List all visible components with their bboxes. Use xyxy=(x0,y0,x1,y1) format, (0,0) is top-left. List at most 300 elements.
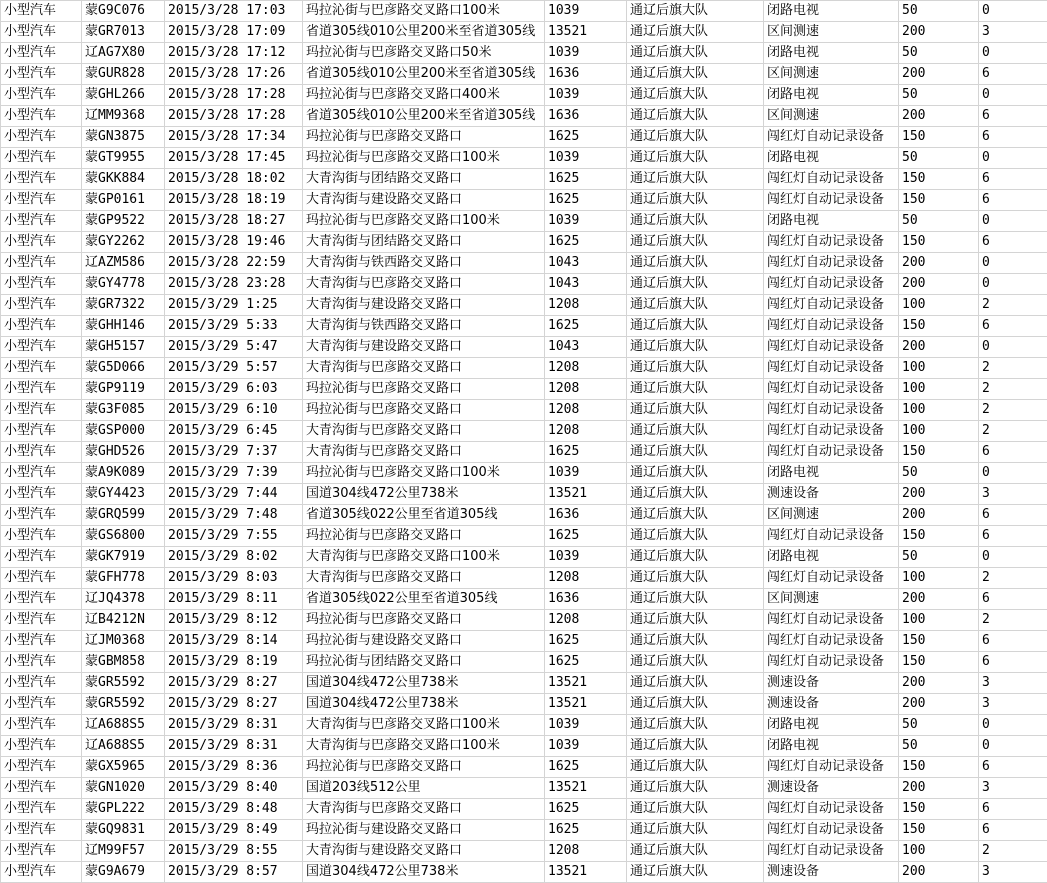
device-cell[interactable]: 闯红灯自动记录设备 xyxy=(764,379,899,400)
plate-cell[interactable]: 辽A688S5 xyxy=(82,736,165,757)
device-cell[interactable]: 闯红灯自动记录设备 xyxy=(764,190,899,211)
fine-cell[interactable]: 150 xyxy=(899,316,979,337)
points-cell[interactable]: 6 xyxy=(979,190,1047,211)
violation-code-cell[interactable]: 1636 xyxy=(545,589,627,610)
location-cell[interactable]: 国道304线472公里738米 xyxy=(303,673,545,694)
fine-cell[interactable]: 50 xyxy=(899,463,979,484)
device-cell[interactable]: 闯红灯自动记录设备 xyxy=(764,358,899,379)
plate-cell[interactable]: 蒙GHL266 xyxy=(82,85,165,106)
violation-code-cell[interactable]: 1636 xyxy=(545,505,627,526)
violation-code-cell[interactable]: 1043 xyxy=(545,253,627,274)
plate-cell[interactable]: 蒙G9C076 xyxy=(82,1,165,22)
team-cell[interactable]: 通辽后旗大队 xyxy=(627,694,764,715)
violation-code-cell[interactable]: 1039 xyxy=(545,463,627,484)
violation-code-cell[interactable]: 1625 xyxy=(545,526,627,547)
datetime-cell[interactable]: 2015/3/28 18:27 xyxy=(165,211,303,232)
team-cell[interactable]: 通辽后旗大队 xyxy=(627,316,764,337)
team-cell[interactable]: 通辽后旗大队 xyxy=(627,799,764,820)
fine-cell[interactable]: 150 xyxy=(899,442,979,463)
fine-cell[interactable]: 200 xyxy=(899,778,979,799)
fine-cell[interactable]: 100 xyxy=(899,841,979,862)
datetime-cell[interactable]: 2015/3/29 8:31 xyxy=(165,715,303,736)
location-cell[interactable]: 大青沟街与团结路交叉路口 xyxy=(303,169,545,190)
datetime-cell[interactable]: 2015/3/29 8:40 xyxy=(165,778,303,799)
device-cell[interactable]: 闯红灯自动记录设备 xyxy=(764,253,899,274)
points-cell[interactable]: 0 xyxy=(979,274,1047,295)
fine-cell[interactable]: 150 xyxy=(899,757,979,778)
location-cell[interactable]: 大青沟街与巴彦路交叉路口 xyxy=(303,442,545,463)
team-cell[interactable]: 通辽后旗大队 xyxy=(627,337,764,358)
team-cell[interactable]: 通辽后旗大队 xyxy=(627,22,764,43)
datetime-cell[interactable]: 2015/3/29 7:48 xyxy=(165,505,303,526)
plate-cell[interactable]: 蒙GY4778 xyxy=(82,274,165,295)
violation-code-cell[interactable]: 1208 xyxy=(545,610,627,631)
team-cell[interactable]: 通辽后旗大队 xyxy=(627,505,764,526)
location-cell[interactable]: 玛拉沁街与建设路交叉路口 xyxy=(303,820,545,841)
plate-cell[interactable]: 蒙G9A679 xyxy=(82,862,165,883)
datetime-cell[interactable]: 2015/3/29 7:55 xyxy=(165,526,303,547)
device-cell[interactable]: 闯红灯自动记录设备 xyxy=(764,337,899,358)
plate-cell[interactable]: 蒙GSP000 xyxy=(82,421,165,442)
location-cell[interactable]: 大青沟街与铁西路交叉路口 xyxy=(303,253,545,274)
device-cell[interactable]: 闯红灯自动记录设备 xyxy=(764,442,899,463)
plate-cell[interactable]: 蒙GR7322 xyxy=(82,295,165,316)
fine-cell[interactable]: 100 xyxy=(899,568,979,589)
datetime-cell[interactable]: 2015/3/29 6:45 xyxy=(165,421,303,442)
violation-code-cell[interactable]: 13521 xyxy=(545,862,627,883)
plate-cell[interactable]: 蒙GHD526 xyxy=(82,442,165,463)
location-cell[interactable]: 玛拉沁街与巴彦路交叉路口 xyxy=(303,400,545,421)
points-cell[interactable]: 6 xyxy=(979,505,1047,526)
team-cell[interactable]: 通辽后旗大队 xyxy=(627,232,764,253)
team-cell[interactable]: 通辽后旗大队 xyxy=(627,736,764,757)
vehicle-type-cell[interactable]: 小型汽车 xyxy=(1,127,82,148)
points-cell[interactable]: 6 xyxy=(979,589,1047,610)
location-cell[interactable]: 玛拉沁街与团结路交叉路口 xyxy=(303,652,545,673)
plate-cell[interactable]: 蒙GP9522 xyxy=(82,211,165,232)
vehicle-type-cell[interactable]: 小型汽车 xyxy=(1,631,82,652)
location-cell[interactable]: 国道304线472公里738米 xyxy=(303,694,545,715)
location-cell[interactable]: 玛拉沁街与巴彦路交叉路口400米 xyxy=(303,85,545,106)
device-cell[interactable]: 闭路电视 xyxy=(764,736,899,757)
location-cell[interactable]: 玛拉沁街与建设路交叉路口 xyxy=(303,631,545,652)
violation-code-cell[interactable]: 1039 xyxy=(545,85,627,106)
points-cell[interactable]: 6 xyxy=(979,106,1047,127)
datetime-cell[interactable]: 2015/3/28 23:28 xyxy=(165,274,303,295)
vehicle-type-cell[interactable]: 小型汽车 xyxy=(1,820,82,841)
location-cell[interactable]: 大青沟街与巴彦路交叉路口 xyxy=(303,799,545,820)
violation-code-cell[interactable]: 1039 xyxy=(545,148,627,169)
location-cell[interactable]: 省道305线010公里200米至省道305线 xyxy=(303,106,545,127)
vehicle-type-cell[interactable]: 小型汽车 xyxy=(1,463,82,484)
location-cell[interactable]: 大青沟街与建设路交叉路口 xyxy=(303,295,545,316)
points-cell[interactable]: 2 xyxy=(979,568,1047,589)
plate-cell[interactable]: 蒙GHH146 xyxy=(82,316,165,337)
plate-cell[interactable]: 蒙GR7013 xyxy=(82,22,165,43)
datetime-cell[interactable]: 2015/3/28 17:03 xyxy=(165,1,303,22)
location-cell[interactable]: 省道305线010公里200米至省道305线 xyxy=(303,64,545,85)
datetime-cell[interactable]: 2015/3/29 8:12 xyxy=(165,610,303,631)
device-cell[interactable]: 闯红灯自动记录设备 xyxy=(764,232,899,253)
vehicle-type-cell[interactable]: 小型汽车 xyxy=(1,673,82,694)
plate-cell[interactable]: 蒙GBM858 xyxy=(82,652,165,673)
vehicle-type-cell[interactable]: 小型汽车 xyxy=(1,736,82,757)
datetime-cell[interactable]: 2015/3/29 8:57 xyxy=(165,862,303,883)
team-cell[interactable]: 通辽后旗大队 xyxy=(627,253,764,274)
points-cell[interactable]: 0 xyxy=(979,337,1047,358)
device-cell[interactable]: 测速设备 xyxy=(764,778,899,799)
team-cell[interactable]: 通辽后旗大队 xyxy=(627,589,764,610)
fine-cell[interactable]: 200 xyxy=(899,862,979,883)
vehicle-type-cell[interactable]: 小型汽车 xyxy=(1,778,82,799)
team-cell[interactable]: 通辽后旗大队 xyxy=(627,85,764,106)
violation-code-cell[interactable]: 1636 xyxy=(545,64,627,85)
plate-cell[interactable]: 蒙GY2262 xyxy=(82,232,165,253)
points-cell[interactable]: 0 xyxy=(979,547,1047,568)
datetime-cell[interactable]: 2015/3/29 8:48 xyxy=(165,799,303,820)
datetime-cell[interactable]: 2015/3/29 8:11 xyxy=(165,589,303,610)
fine-cell[interactable]: 100 xyxy=(899,610,979,631)
team-cell[interactable]: 通辽后旗大队 xyxy=(627,421,764,442)
plate-cell[interactable]: 蒙GY4423 xyxy=(82,484,165,505)
vehicle-type-cell[interactable]: 小型汽车 xyxy=(1,526,82,547)
vehicle-type-cell[interactable]: 小型汽车 xyxy=(1,484,82,505)
vehicle-type-cell[interactable]: 小型汽车 xyxy=(1,316,82,337)
points-cell[interactable]: 6 xyxy=(979,64,1047,85)
points-cell[interactable]: 2 xyxy=(979,610,1047,631)
datetime-cell[interactable]: 2015/3/28 17:09 xyxy=(165,22,303,43)
violation-code-cell[interactable]: 1208 xyxy=(545,421,627,442)
fine-cell[interactable]: 200 xyxy=(899,337,979,358)
violation-code-cell[interactable]: 1039 xyxy=(545,736,627,757)
device-cell[interactable]: 闯红灯自动记录设备 xyxy=(764,568,899,589)
points-cell[interactable]: 6 xyxy=(979,526,1047,547)
vehicle-type-cell[interactable]: 小型汽车 xyxy=(1,715,82,736)
violation-code-cell[interactable]: 1625 xyxy=(545,190,627,211)
plate-cell[interactable]: 蒙G3F085 xyxy=(82,400,165,421)
violation-code-cell[interactable]: 1625 xyxy=(545,799,627,820)
plate-cell[interactable]: 辽JM0368 xyxy=(82,631,165,652)
points-cell[interactable]: 2 xyxy=(979,400,1047,421)
plate-cell[interactable]: 蒙GH5157 xyxy=(82,337,165,358)
vehicle-type-cell[interactable]: 小型汽车 xyxy=(1,190,82,211)
datetime-cell[interactable]: 2015/3/28 17:28 xyxy=(165,85,303,106)
vehicle-type-cell[interactable]: 小型汽车 xyxy=(1,568,82,589)
fine-cell[interactable]: 200 xyxy=(899,673,979,694)
team-cell[interactable]: 通辽后旗大队 xyxy=(627,778,764,799)
team-cell[interactable]: 通辽后旗大队 xyxy=(627,757,764,778)
plate-cell[interactable]: 蒙GPL222 xyxy=(82,799,165,820)
points-cell[interactable]: 6 xyxy=(979,757,1047,778)
location-cell[interactable]: 玛拉沁街与巴彦路交叉路口50米 xyxy=(303,43,545,64)
datetime-cell[interactable]: 2015/3/29 8:19 xyxy=(165,652,303,673)
vehicle-type-cell[interactable]: 小型汽车 xyxy=(1,358,82,379)
vehicle-type-cell[interactable]: 小型汽车 xyxy=(1,757,82,778)
plate-cell[interactable]: 蒙GKK884 xyxy=(82,169,165,190)
datetime-cell[interactable]: 2015/3/28 19:46 xyxy=(165,232,303,253)
fine-cell[interactable]: 50 xyxy=(899,43,979,64)
plate-cell[interactable]: 辽B4212N xyxy=(82,610,165,631)
location-cell[interactable]: 省道305线022公里至省道305线 xyxy=(303,589,545,610)
points-cell[interactable]: 6 xyxy=(979,820,1047,841)
plate-cell[interactable]: 蒙GR5592 xyxy=(82,673,165,694)
violation-code-cell[interactable]: 1625 xyxy=(545,757,627,778)
location-cell[interactable]: 大青沟街与巴彦路交叉路口 xyxy=(303,568,545,589)
device-cell[interactable]: 闯红灯自动记录设备 xyxy=(764,841,899,862)
violation-code-cell[interactable]: 1039 xyxy=(545,1,627,22)
violation-code-cell[interactable]: 1208 xyxy=(545,295,627,316)
device-cell[interactable]: 闯红灯自动记录设备 xyxy=(764,295,899,316)
fine-cell[interactable]: 200 xyxy=(899,589,979,610)
device-cell[interactable]: 区间测速 xyxy=(764,64,899,85)
datetime-cell[interactable]: 2015/3/29 5:47 xyxy=(165,337,303,358)
points-cell[interactable]: 6 xyxy=(979,169,1047,190)
violation-code-cell[interactable]: 1625 xyxy=(545,127,627,148)
plate-cell[interactable]: 蒙GR5592 xyxy=(82,694,165,715)
points-cell[interactable]: 6 xyxy=(979,652,1047,673)
fine-cell[interactable]: 150 xyxy=(899,169,979,190)
points-cell[interactable]: 6 xyxy=(979,631,1047,652)
plate-cell[interactable]: 辽M99F57 xyxy=(82,841,165,862)
plate-cell[interactable]: 蒙GT9955 xyxy=(82,148,165,169)
team-cell[interactable]: 通辽后旗大队 xyxy=(627,211,764,232)
fine-cell[interactable]: 150 xyxy=(899,652,979,673)
points-cell[interactable]: 3 xyxy=(979,484,1047,505)
device-cell[interactable]: 区间测速 xyxy=(764,106,899,127)
location-cell[interactable]: 大青沟街与巴彦路交叉路口100米 xyxy=(303,715,545,736)
plate-cell[interactable]: 辽JQ4378 xyxy=(82,589,165,610)
fine-cell[interactable]: 200 xyxy=(899,484,979,505)
device-cell[interactable]: 闭路电视 xyxy=(764,715,899,736)
plate-cell[interactable]: 辽A688S5 xyxy=(82,715,165,736)
vehicle-type-cell[interactable]: 小型汽车 xyxy=(1,22,82,43)
fine-cell[interactable]: 200 xyxy=(899,694,979,715)
datetime-cell[interactable]: 2015/3/28 17:12 xyxy=(165,43,303,64)
device-cell[interactable]: 闯红灯自动记录设备 xyxy=(764,631,899,652)
plate-cell[interactable]: 蒙GN1020 xyxy=(82,778,165,799)
vehicle-type-cell[interactable]: 小型汽车 xyxy=(1,442,82,463)
fine-cell[interactable]: 50 xyxy=(899,715,979,736)
vehicle-type-cell[interactable]: 小型汽车 xyxy=(1,232,82,253)
violation-code-cell[interactable]: 1625 xyxy=(545,820,627,841)
violation-code-cell[interactable]: 1208 xyxy=(545,400,627,421)
location-cell[interactable]: 国道304线472公里738米 xyxy=(303,484,545,505)
location-cell[interactable]: 玛拉沁街与巴彦路交叉路口 xyxy=(303,526,545,547)
vehicle-type-cell[interactable]: 小型汽车 xyxy=(1,253,82,274)
vehicle-type-cell[interactable]: 小型汽车 xyxy=(1,547,82,568)
device-cell[interactable]: 区间测速 xyxy=(764,22,899,43)
location-cell[interactable]: 大青沟街与团结路交叉路口 xyxy=(303,232,545,253)
violation-code-cell[interactable]: 1636 xyxy=(545,106,627,127)
vehicle-type-cell[interactable]: 小型汽车 xyxy=(1,589,82,610)
vehicle-type-cell[interactable]: 小型汽车 xyxy=(1,106,82,127)
points-cell[interactable]: 2 xyxy=(979,379,1047,400)
datetime-cell[interactable]: 2015/3/29 8:14 xyxy=(165,631,303,652)
points-cell[interactable]: 0 xyxy=(979,1,1047,22)
points-cell[interactable]: 0 xyxy=(979,253,1047,274)
datetime-cell[interactable]: 2015/3/29 7:44 xyxy=(165,484,303,505)
plate-cell[interactable]: 蒙A9K089 xyxy=(82,463,165,484)
device-cell[interactable]: 闯红灯自动记录设备 xyxy=(764,316,899,337)
vehicle-type-cell[interactable]: 小型汽车 xyxy=(1,610,82,631)
team-cell[interactable]: 通辽后旗大队 xyxy=(627,568,764,589)
vehicle-type-cell[interactable]: 小型汽车 xyxy=(1,43,82,64)
location-cell[interactable]: 大青沟街与建设路交叉路口 xyxy=(303,190,545,211)
location-cell[interactable]: 省道305线010公里200米至省道305线 xyxy=(303,22,545,43)
fine-cell[interactable]: 150 xyxy=(899,232,979,253)
vehicle-type-cell[interactable]: 小型汽车 xyxy=(1,169,82,190)
violation-code-cell[interactable]: 1039 xyxy=(545,43,627,64)
datetime-cell[interactable]: 2015/3/29 8:27 xyxy=(165,694,303,715)
points-cell[interactable]: 0 xyxy=(979,211,1047,232)
datetime-cell[interactable]: 2015/3/29 5:33 xyxy=(165,316,303,337)
team-cell[interactable]: 通辽后旗大队 xyxy=(627,127,764,148)
datetime-cell[interactable]: 2015/3/29 8:49 xyxy=(165,820,303,841)
fine-cell[interactable]: 50 xyxy=(899,148,979,169)
datetime-cell[interactable]: 2015/3/29 8:02 xyxy=(165,547,303,568)
vehicle-type-cell[interactable]: 小型汽车 xyxy=(1,295,82,316)
violation-code-cell[interactable]: 13521 xyxy=(545,673,627,694)
violation-code-cell[interactable]: 1043 xyxy=(545,337,627,358)
plate-cell[interactable]: 蒙GS6800 xyxy=(82,526,165,547)
plate-cell[interactable]: 辽AG7X80 xyxy=(82,43,165,64)
location-cell[interactable]: 玛拉沁街与巴彦路交叉路口 xyxy=(303,379,545,400)
team-cell[interactable]: 通辽后旗大队 xyxy=(627,484,764,505)
violation-code-cell[interactable]: 1625 xyxy=(545,169,627,190)
vehicle-type-cell[interactable]: 小型汽车 xyxy=(1,799,82,820)
vehicle-type-cell[interactable]: 小型汽车 xyxy=(1,652,82,673)
location-cell[interactable]: 大青沟街与巴彦路交叉路口 xyxy=(303,421,545,442)
violation-code-cell[interactable]: 1039 xyxy=(545,547,627,568)
location-cell[interactable]: 大青沟街与巴彦路交叉路口 xyxy=(303,358,545,379)
team-cell[interactable]: 通辽后旗大队 xyxy=(627,64,764,85)
device-cell[interactable]: 闯红灯自动记录设备 xyxy=(764,820,899,841)
datetime-cell[interactable]: 2015/3/29 8:27 xyxy=(165,673,303,694)
vehicle-type-cell[interactable]: 小型汽车 xyxy=(1,148,82,169)
location-cell[interactable]: 大青沟街与巴彦路交叉路口100米 xyxy=(303,736,545,757)
points-cell[interactable]: 3 xyxy=(979,862,1047,883)
team-cell[interactable]: 通辽后旗大队 xyxy=(627,442,764,463)
violation-code-cell[interactable]: 1208 xyxy=(545,379,627,400)
device-cell[interactable]: 闭路电视 xyxy=(764,211,899,232)
team-cell[interactable]: 通辽后旗大队 xyxy=(627,463,764,484)
points-cell[interactable]: 0 xyxy=(979,148,1047,169)
fine-cell[interactable]: 100 xyxy=(899,421,979,442)
vehicle-type-cell[interactable]: 小型汽车 xyxy=(1,379,82,400)
location-cell[interactable]: 国道203线512公里 xyxy=(303,778,545,799)
device-cell[interactable]: 闭路电视 xyxy=(764,148,899,169)
points-cell[interactable]: 6 xyxy=(979,316,1047,337)
fine-cell[interactable]: 100 xyxy=(899,400,979,421)
device-cell[interactable]: 闯红灯自动记录设备 xyxy=(764,400,899,421)
plate-cell[interactable]: 蒙GUR828 xyxy=(82,64,165,85)
vehicle-type-cell[interactable]: 小型汽车 xyxy=(1,85,82,106)
fine-cell[interactable]: 200 xyxy=(899,22,979,43)
location-cell[interactable]: 玛拉沁街与巴彦路交叉路口 xyxy=(303,757,545,778)
device-cell[interactable]: 测速设备 xyxy=(764,694,899,715)
fine-cell[interactable]: 150 xyxy=(899,127,979,148)
datetime-cell[interactable]: 2015/3/28 17:28 xyxy=(165,106,303,127)
vehicle-type-cell[interactable]: 小型汽车 xyxy=(1,421,82,442)
location-cell[interactable]: 国道304线472公里738米 xyxy=(303,862,545,883)
device-cell[interactable]: 闯红灯自动记录设备 xyxy=(764,610,899,631)
violation-code-cell[interactable]: 13521 xyxy=(545,694,627,715)
points-cell[interactable]: 0 xyxy=(979,43,1047,64)
points-cell[interactable]: 3 xyxy=(979,22,1047,43)
violation-code-cell[interactable]: 13521 xyxy=(545,484,627,505)
team-cell[interactable]: 通辽后旗大队 xyxy=(627,673,764,694)
fine-cell[interactable]: 200 xyxy=(899,106,979,127)
location-cell[interactable]: 玛拉沁街与巴彦路交叉路口100米 xyxy=(303,148,545,169)
fine-cell[interactable]: 50 xyxy=(899,211,979,232)
vehicle-type-cell[interactable]: 小型汽车 xyxy=(1,841,82,862)
datetime-cell[interactable]: 2015/3/29 7:39 xyxy=(165,463,303,484)
vehicle-type-cell[interactable]: 小型汽车 xyxy=(1,694,82,715)
team-cell[interactable]: 通辽后旗大队 xyxy=(627,631,764,652)
violation-code-cell[interactable]: 1625 xyxy=(545,316,627,337)
datetime-cell[interactable]: 2015/3/29 5:57 xyxy=(165,358,303,379)
points-cell[interactable]: 2 xyxy=(979,358,1047,379)
violation-code-cell[interactable]: 1625 xyxy=(545,232,627,253)
vehicle-type-cell[interactable]: 小型汽车 xyxy=(1,274,82,295)
fine-cell[interactable]: 200 xyxy=(899,64,979,85)
device-cell[interactable]: 闯红灯自动记录设备 xyxy=(764,421,899,442)
violation-code-cell[interactable]: 1039 xyxy=(545,211,627,232)
fine-cell[interactable]: 50 xyxy=(899,1,979,22)
violation-code-cell[interactable]: 13521 xyxy=(545,22,627,43)
points-cell[interactable]: 6 xyxy=(979,127,1047,148)
violation-code-cell[interactable]: 1625 xyxy=(545,652,627,673)
fine-cell[interactable]: 200 xyxy=(899,253,979,274)
device-cell[interactable]: 闯红灯自动记录设备 xyxy=(764,526,899,547)
vehicle-type-cell[interactable]: 小型汽车 xyxy=(1,1,82,22)
points-cell[interactable]: 6 xyxy=(979,442,1047,463)
team-cell[interactable]: 通辽后旗大队 xyxy=(627,1,764,22)
datetime-cell[interactable]: 2015/3/29 8:36 xyxy=(165,757,303,778)
plate-cell[interactable]: 蒙GFH778 xyxy=(82,568,165,589)
plate-cell[interactable]: 辽MM9368 xyxy=(82,106,165,127)
datetime-cell[interactable]: 2015/3/28 17:45 xyxy=(165,148,303,169)
team-cell[interactable]: 通辽后旗大队 xyxy=(627,610,764,631)
vehicle-type-cell[interactable]: 小型汽车 xyxy=(1,862,82,883)
location-cell[interactable]: 大青沟街与建设路交叉路口 xyxy=(303,841,545,862)
plate-cell[interactable]: 蒙GX5965 xyxy=(82,757,165,778)
device-cell[interactable]: 闯红灯自动记录设备 xyxy=(764,799,899,820)
device-cell[interactable]: 闯红灯自动记录设备 xyxy=(764,274,899,295)
points-cell[interactable]: 6 xyxy=(979,232,1047,253)
fine-cell[interactable]: 150 xyxy=(899,631,979,652)
fine-cell[interactable]: 100 xyxy=(899,358,979,379)
datetime-cell[interactable]: 2015/3/29 6:10 xyxy=(165,400,303,421)
fine-cell[interactable]: 50 xyxy=(899,736,979,757)
points-cell[interactable]: 6 xyxy=(979,799,1047,820)
team-cell[interactable]: 通辽后旗大队 xyxy=(627,547,764,568)
team-cell[interactable]: 通辽后旗大队 xyxy=(627,652,764,673)
datetime-cell[interactable]: 2015/3/28 22:59 xyxy=(165,253,303,274)
team-cell[interactable]: 通辽后旗大队 xyxy=(627,106,764,127)
location-cell[interactable]: 大青沟街与巴彦路交叉路口 xyxy=(303,274,545,295)
datetime-cell[interactable]: 2015/3/28 17:26 xyxy=(165,64,303,85)
plate-cell[interactable]: 蒙GN3875 xyxy=(82,127,165,148)
fine-cell[interactable]: 150 xyxy=(899,820,979,841)
fine-cell[interactable]: 50 xyxy=(899,547,979,568)
device-cell[interactable]: 闭路电视 xyxy=(764,547,899,568)
plate-cell[interactable]: 蒙GP0161 xyxy=(82,190,165,211)
device-cell[interactable]: 测速设备 xyxy=(764,673,899,694)
team-cell[interactable]: 通辽后旗大队 xyxy=(627,862,764,883)
location-cell[interactable]: 玛拉沁街与巴彦路交叉路口100米 xyxy=(303,211,545,232)
location-cell[interactable]: 省道305线022公里至省道305线 xyxy=(303,505,545,526)
